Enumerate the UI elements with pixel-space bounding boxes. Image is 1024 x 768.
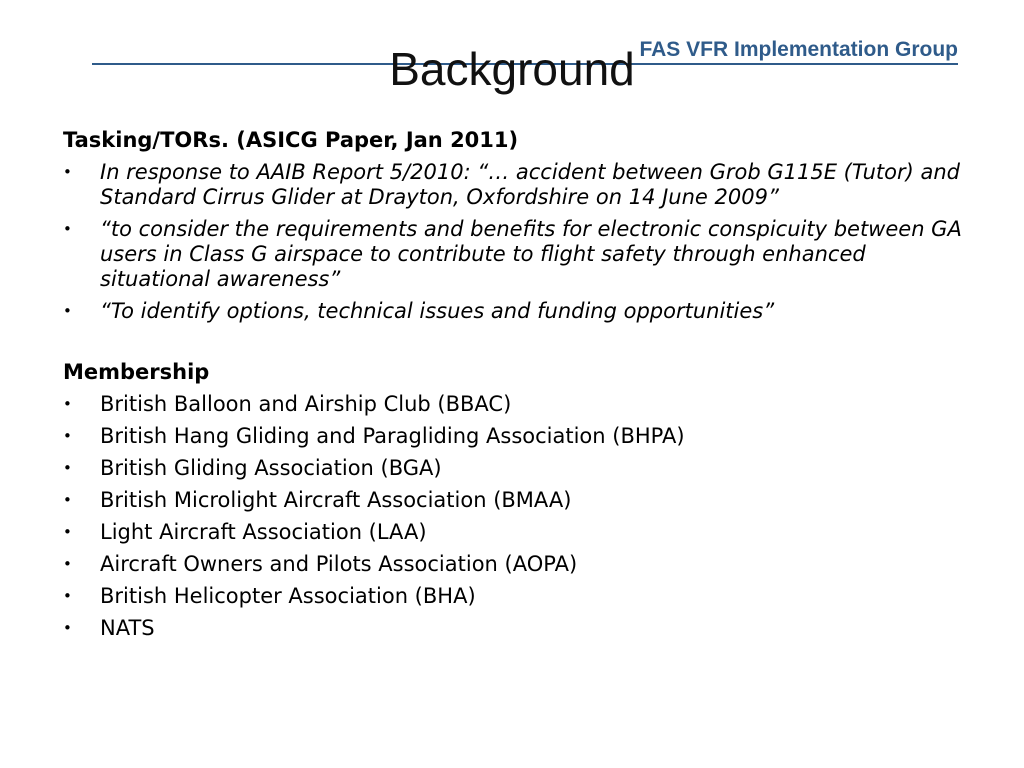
bullet-icon: • — [63, 523, 72, 541]
bullet-icon: • — [63, 459, 72, 477]
tasking-list — [63, 160, 963, 324]
group-name: FAS VFR Implementation Group — [639, 38, 958, 61]
membership-item — [63, 520, 963, 545]
tasking-item — [63, 217, 963, 292]
tasking-item-text: “to consider the requirements and benefits for electronic conspicuity between GA users in Class G airspace to contribute to flight safety through enhanced situational awareness” — [100, 217, 962, 291]
bullet-icon: • — [63, 302, 72, 320]
bullet-icon: • — [63, 163, 72, 181]
tasking-heading: Tasking/TORs. (ASICG Paper, Jan 2011) — [63, 128, 519, 152]
membership-item — [63, 424, 963, 449]
bullet-icon: • — [63, 427, 72, 445]
membership-item — [63, 392, 963, 417]
slide-body — [63, 126, 963, 648]
bullet-icon: • — [63, 395, 72, 413]
membership-item-text: Aircraft Owners and Pilots Association (AOPA) — [100, 552, 578, 576]
bullet-icon: • — [63, 619, 72, 637]
membership-item — [63, 552, 963, 577]
membership-item-text: British Gliding Association (BGA) — [100, 456, 442, 480]
membership-item — [63, 488, 963, 513]
tasking-item-text: In response to AAIB Report 5/2010: “… accident between Grob G115E (Tutor) and Standard Cirrus Glider at Drayton, Oxfordshire on 14 June 2009” — [100, 160, 960, 209]
bullet-icon: • — [63, 555, 72, 573]
membership-item — [63, 584, 963, 609]
tasking-item-text: “To identify options, technical issues and funding opportunities” — [100, 299, 775, 323]
section-spacer — [63, 331, 963, 358]
tasking-item — [63, 299, 963, 324]
membership-item-text: NATS — [100, 616, 155, 640]
membership-item-text: British Microlight Aircraft Association (BMAA) — [100, 488, 572, 512]
bullet-icon: • — [63, 220, 72, 238]
membership-item-text: British Hang Gliding and Paragliding Association (BHPA) — [100, 424, 685, 448]
tasking-item — [63, 160, 963, 210]
bullet-icon: • — [63, 587, 72, 605]
membership-heading: Membership — [63, 360, 210, 384]
slide-title: Background — [389, 43, 635, 95]
membership-item — [63, 616, 963, 641]
membership-list — [63, 392, 963, 641]
membership-item — [63, 456, 963, 481]
membership-item-text: British Helicopter Association (BHA) — [100, 584, 476, 608]
membership-item-text: Light Aircraft Association (LAA) — [100, 520, 427, 544]
membership-item-text: British Balloon and Airship Club (BBAC) — [100, 392, 512, 416]
bullet-icon: • — [63, 491, 72, 509]
